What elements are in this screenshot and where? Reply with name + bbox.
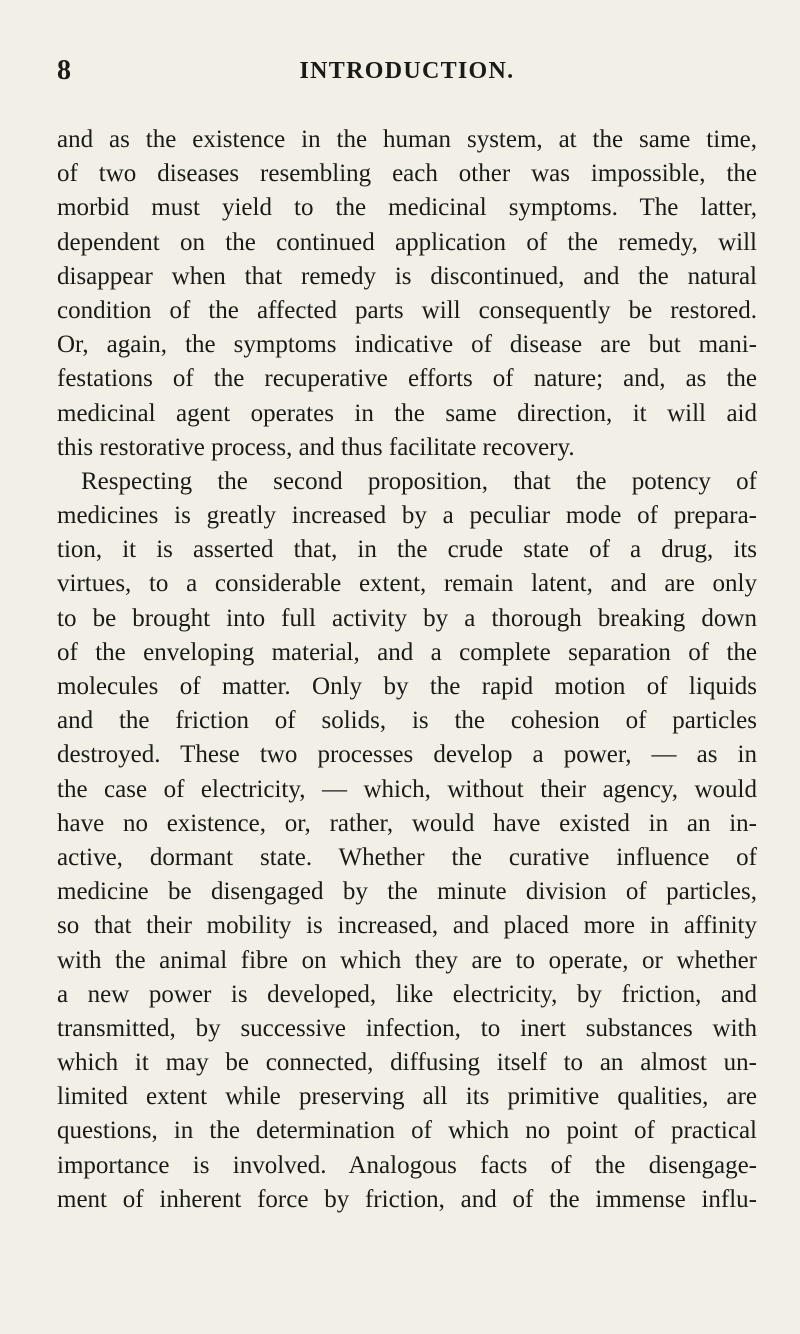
body-text xyxy=(57,123,757,1217)
text-line: a new power is developed, like electricity, by friction, and xyxy=(57,980,757,1008)
text-line: of the enveloping material, and a complete separation of the xyxy=(57,638,757,666)
text-line: to be brought into full activity by a thorough breaking down xyxy=(57,604,757,632)
text-line: transmitted, by successive infection, to inert substances with xyxy=(57,1014,757,1042)
text-line: which it may be connected, diffusing itself to an almost un- xyxy=(57,1049,757,1077)
text-line: disappear when that remedy is discontinued, and the natural xyxy=(57,262,757,290)
text-line: have no existence, or, rather, would have existed in an in- xyxy=(57,809,757,837)
page-number: 8 xyxy=(57,55,71,86)
text-line: Or, again, the symptoms indicative of disease are but mani- xyxy=(57,331,757,359)
text-line: tion, it is asserted that, in the crude state of a drug, its xyxy=(57,536,757,564)
text-line: molecules of matter. Only by the rapid motion of liquids xyxy=(57,673,757,700)
text-line: medicines is greatly increased by a peculiar mode of prepara- xyxy=(57,502,757,530)
text-line: medicinal agent operates in the same direction, it will aid xyxy=(57,399,757,427)
text-line: destroyed. These two processes develop a power, — as in xyxy=(57,741,757,769)
paragraph-first-line: Respecting the second proposition, that the potency of xyxy=(81,467,757,495)
text-line: this restorative process, and thus facilitate recovery. xyxy=(57,433,575,461)
text-line: medicine be disengaged by the minute division of particles, xyxy=(57,878,757,906)
text-line: dependent on the continued application of the remedy, will xyxy=(57,228,757,256)
text-line: morbid must yield to the medicinal symptoms. The latter, xyxy=(57,194,757,222)
running-head: INTRODUCTION. xyxy=(299,58,515,84)
text-line: virtues, to a considerable extent, remain latent, and are only xyxy=(57,570,757,598)
text-line: so that their mobility is increased, and placed more in affinity xyxy=(57,912,757,940)
text-line: limited extent while preserving all its primitive qualities, are xyxy=(57,1083,757,1111)
text-line: questions, in the determination of which no point of practical xyxy=(57,1117,757,1145)
text-line: festations of the recuperative efforts of nature; and, as the xyxy=(57,365,757,393)
text-line: of two diseases resembling each other was impossible, the xyxy=(57,160,757,188)
text-line: the case of electricity, — which, without their agency, would xyxy=(57,775,757,803)
text-line: and as the existence in the human system, at the same time, xyxy=(57,126,757,153)
text-line: and the friction of solids, is the cohesion of particles xyxy=(57,707,757,735)
text-line: ment of inherent force by friction, and of the immense influ- xyxy=(57,1185,757,1213)
text-line: active, dormant state. Whether the curative influence of xyxy=(57,843,757,871)
text-line: with the animal fibre on which they are to operate, or whether xyxy=(57,946,757,974)
page-header xyxy=(57,54,757,88)
text-line: condition of the affected parts will consequently be restored. xyxy=(57,296,757,324)
text-line: importance is involved. Analogous facts of the disengage- xyxy=(57,1151,757,1179)
